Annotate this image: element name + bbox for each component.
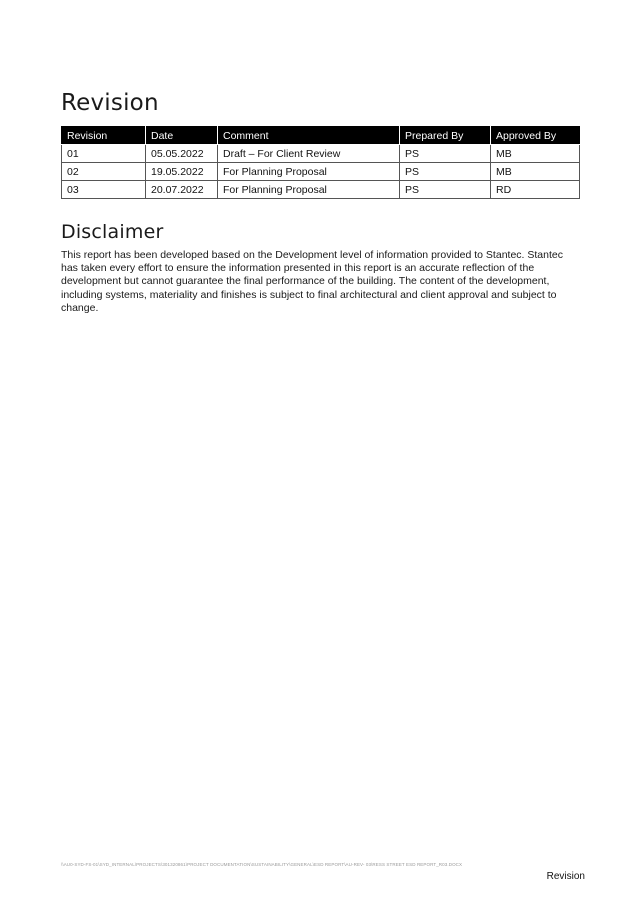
cell-prepared-by: PS: [400, 163, 491, 181]
cell-prepared-by: PS: [400, 145, 491, 163]
cell-revision: 02: [62, 163, 146, 181]
revision-heading: Revision: [61, 90, 159, 116]
table-row: [62, 163, 580, 181]
revision-table-header-row: [62, 127, 580, 145]
column-header-revision: Revision: [62, 127, 146, 145]
revision-table: [61, 126, 580, 199]
disclaimer-heading: Disclaimer: [61, 221, 164, 243]
cell-comment: For Planning Proposal: [218, 181, 400, 199]
column-header-comment: Comment: [218, 127, 400, 145]
cell-approved-by: RD: [491, 181, 580, 199]
column-header-approved-by: Approved By: [491, 127, 580, 145]
cell-date: 19.05.2022: [146, 163, 218, 181]
cell-approved-by: MB: [491, 145, 580, 163]
cell-comment: Draft – For Client Review: [218, 145, 400, 163]
cell-revision: 03: [62, 181, 146, 199]
table-row: [62, 145, 580, 163]
cell-date: 20.07.2022: [146, 181, 218, 199]
disclaimer-paragraph: This report has been developed based on the Development level of information provided to Stantec. Stantec has taken every effort to ensure the information presented in this report is an accurate reflection of the development but cannot guarantee the final performance of the building. The content of the development, including systems, materiality and finishes is subject to final architectural and client approval and subject to change.: [61, 249, 563, 314]
column-header-prepared-by: Prepared By: [400, 127, 491, 145]
cell-prepared-by: PS: [400, 181, 491, 199]
footer-section-label: Revision: [546, 871, 585, 882]
table-row: [62, 181, 580, 199]
footer-file-reference: \\AU0-SYD-FS-01\SYD_INTERNAL\PROJECTS\301320861\PROJECT DOCUMENTATION\SUSTAINABILITY\GENERAL\ESD REPORT\AU-REV- 03\RESS STREET ESD REPORT_R03.DOCX: [61, 862, 463, 867]
cell-comment: For Planning Proposal: [218, 163, 400, 181]
cell-date: 05.05.2022: [146, 145, 218, 163]
column-header-date: Date: [146, 127, 218, 145]
cell-revision: 01: [62, 145, 146, 163]
cell-approved-by: MB: [491, 163, 580, 181]
